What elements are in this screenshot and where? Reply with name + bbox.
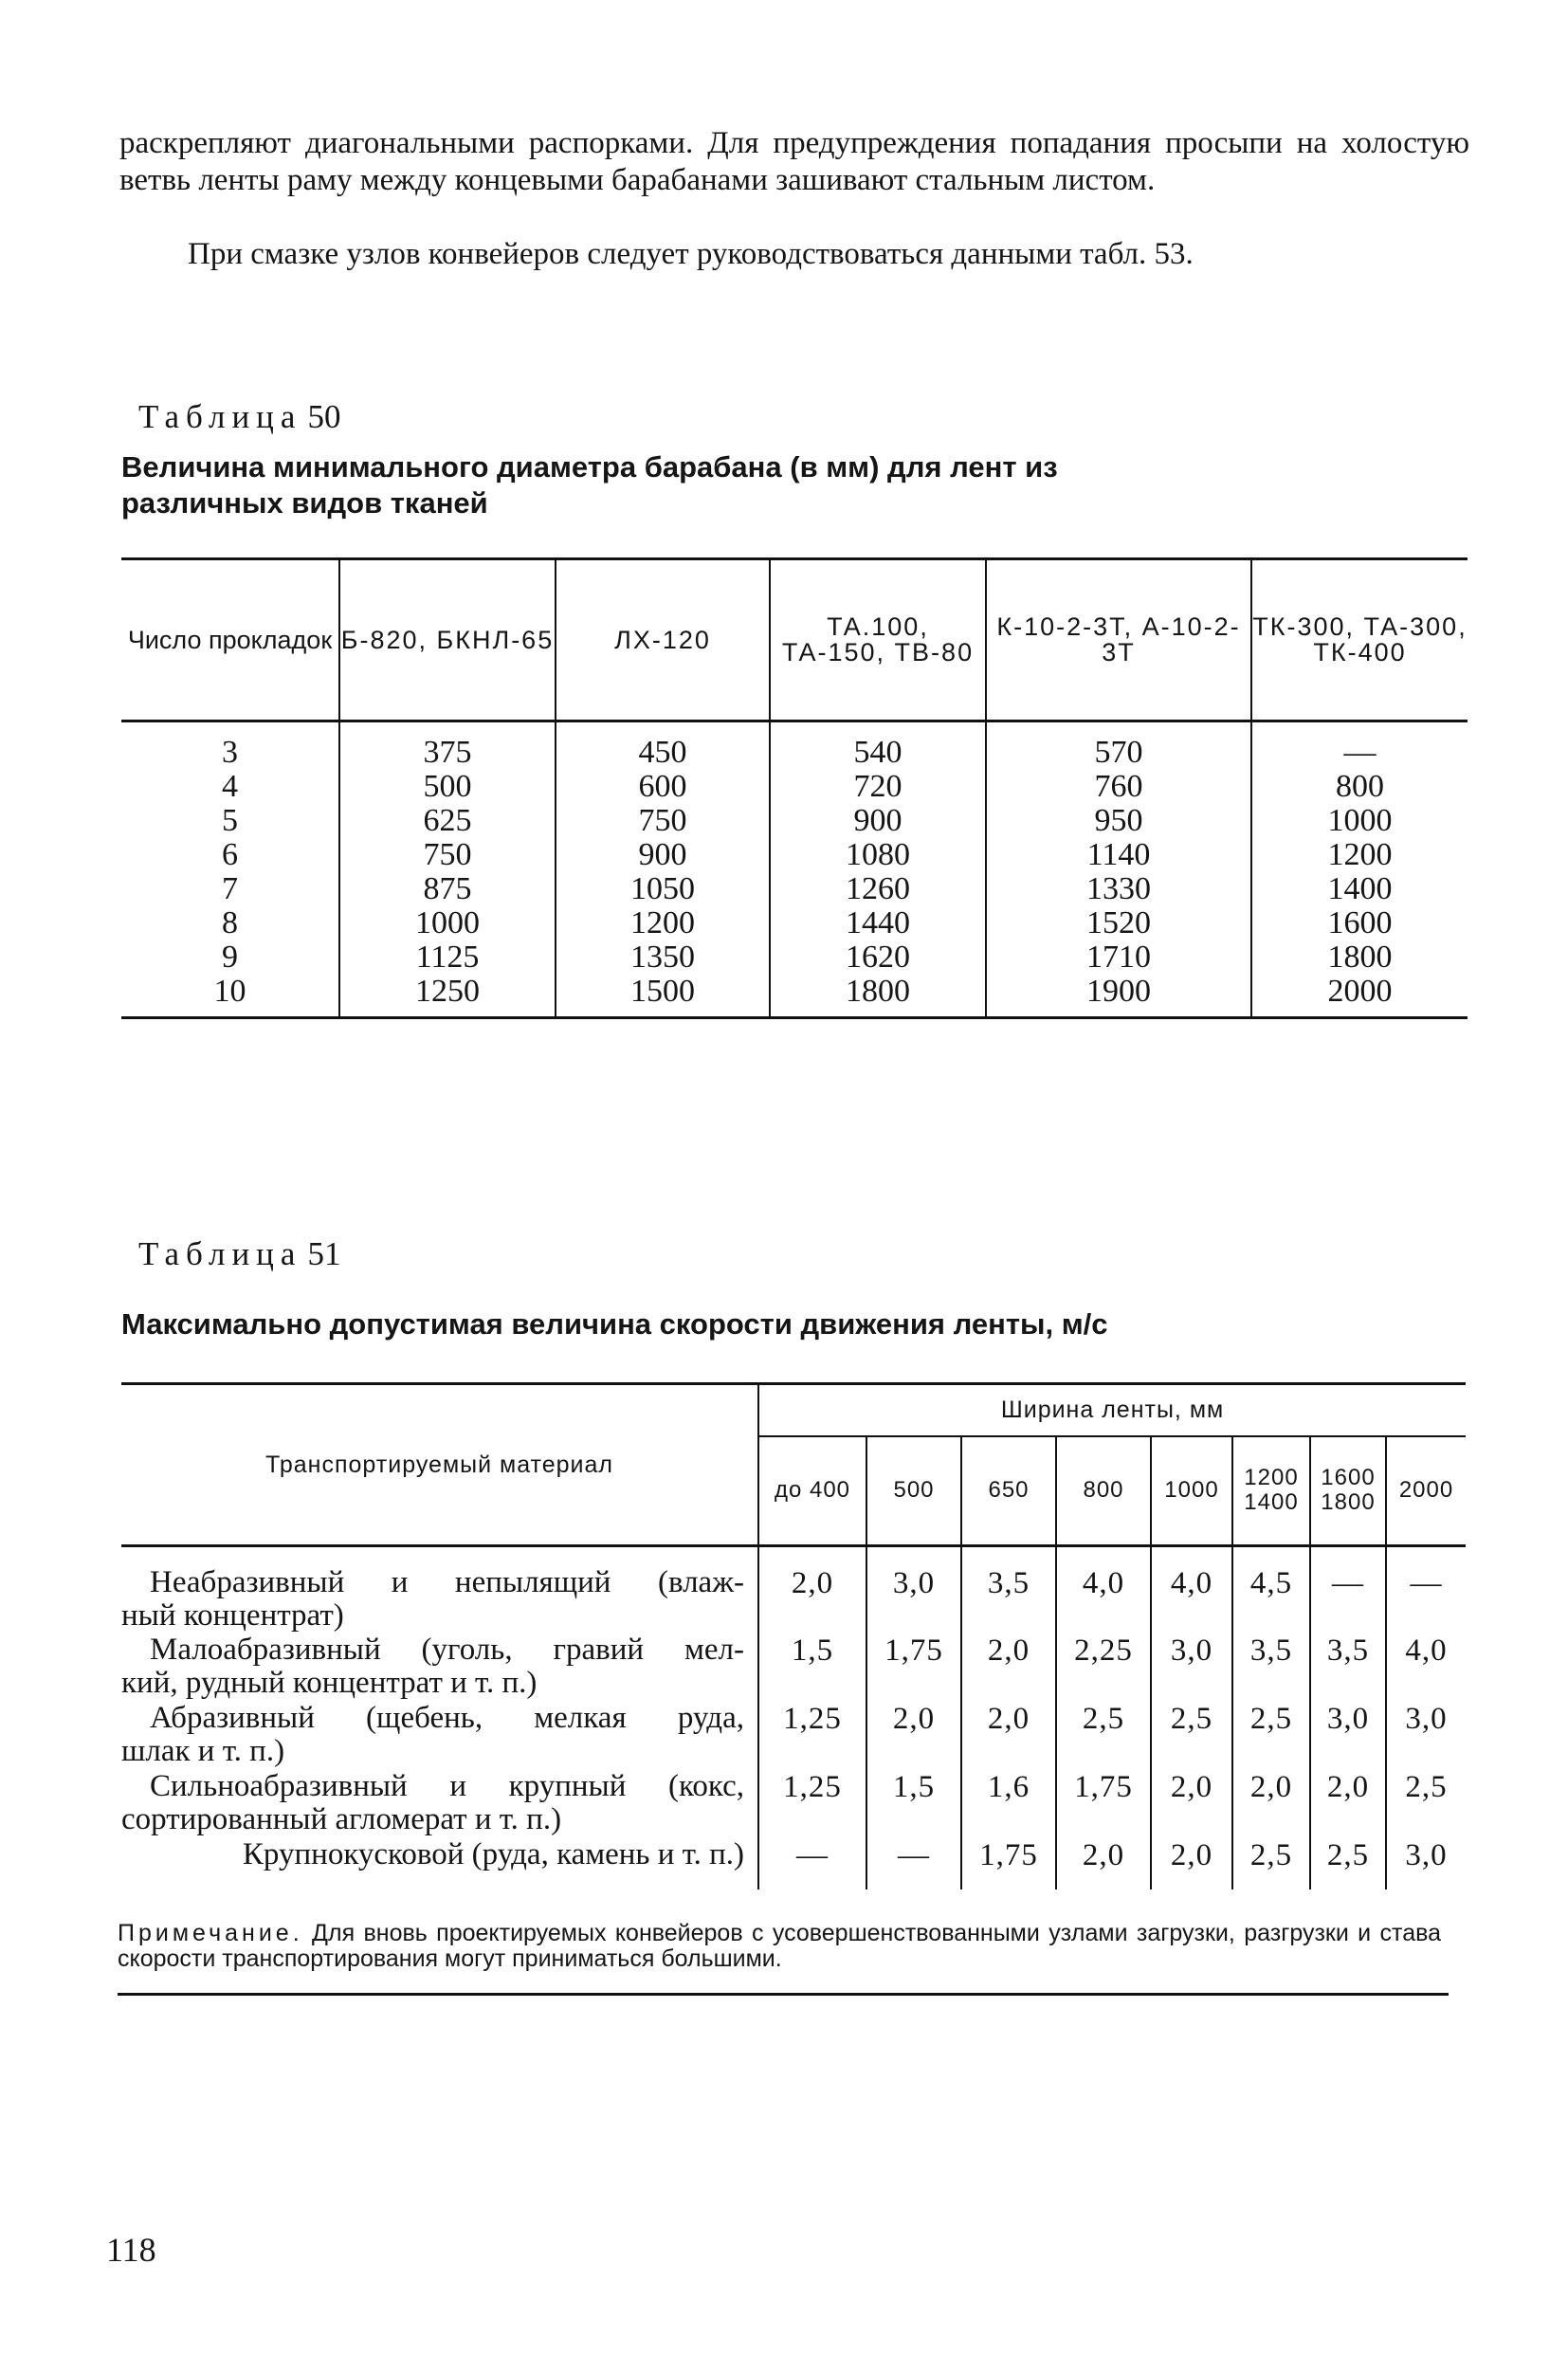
table50-cell-layers: 8	[222, 905, 238, 940]
table51-header-w1000: 1000	[1151, 1436, 1232, 1546]
table51-value-cell: 2,0	[866, 1702, 961, 1770]
table51-value-cell: 2,0	[961, 1702, 1056, 1770]
table50-cell-layers: 3	[222, 735, 238, 770]
table51-body	[121, 1546, 1466, 1889]
table51-material-cell	[121, 1634, 758, 1702]
table50-cell-k10: 1710	[1086, 940, 1151, 975]
table51-value-cell: 1,25	[758, 1702, 866, 1770]
table50-header-row	[121, 559, 1468, 721]
table50-cell-lh120: 600	[638, 769, 687, 804]
table51-value-cell: 2,5	[1056, 1702, 1151, 1770]
intro-paragraph-1: раскрепляют диагональными распорками. Для предупреждения попадания просыпи на холостую ветвь ленты раму между концевыми барабанами зашивают стальным листом.	[119, 126, 1469, 197]
table50-col-k10	[986, 721, 1251, 1018]
table50-cell-layers: 9	[222, 940, 238, 975]
table51-header-w1800: 1800	[1321, 1489, 1376, 1516]
table50-cell-b820: 1125	[415, 940, 480, 975]
table50-cell-layers: 4	[222, 769, 238, 804]
table50-cell-b820: 875	[423, 871, 472, 906]
table51-value-cell: 2,0	[1056, 1838, 1151, 1889]
table51-material-line2: кий, рудный концентрат и т. п.)	[121, 1665, 538, 1700]
table50-cell-layers: 5	[222, 803, 238, 838]
table50-cell-lh120: 1350	[630, 940, 695, 975]
table51-header-w1600: 1600	[1321, 1465, 1376, 1491]
table51-value-cell: 2,0	[1310, 1770, 1386, 1838]
table50-header-layers: Число прокладок	[121, 559, 339, 721]
table51-header-w1600-1800	[1310, 1436, 1386, 1546]
table51-value-cell: 3,0	[1151, 1634, 1232, 1702]
table51-header-w1200-1400	[1232, 1436, 1310, 1546]
table51-material-line1: Малоабразивный (уголь, гравий мел-	[150, 1632, 744, 1667]
table51-row	[121, 1838, 1466, 1889]
table51-material-cell	[121, 1838, 758, 1889]
table51-header-w1200: 1200	[1244, 1465, 1299, 1491]
table50-cell-lh120: 1200	[630, 905, 695, 940]
table51-header-w500: 500	[866, 1436, 961, 1546]
table51-value-cell: —	[758, 1838, 866, 1889]
table51-value-cell: 3,0	[1386, 1838, 1466, 1889]
table51-row	[121, 1634, 1466, 1702]
table51-value-cell: 1,75	[1056, 1770, 1151, 1838]
table50-label: Таблица	[138, 398, 302, 435]
table50-header-k10: К-10-2-3Т, А-10-2-3Т	[986, 559, 1251, 721]
table50-number: 50	[307, 398, 341, 435]
table50-cell-ta100: 720	[853, 769, 903, 804]
table51-value-cell: 2,5	[1232, 1702, 1310, 1770]
table50-cell-k10: 1900	[1086, 974, 1151, 1009]
table51-row	[121, 1546, 1466, 1634]
table51-material-line2: сортированный агломерат и т. п.)	[121, 1801, 562, 1836]
table51-value-cell: 4,5	[1232, 1546, 1310, 1634]
table51-value-cell: 4,0	[1386, 1634, 1466, 1702]
table51-header-row-1	[121, 1384, 1466, 1436]
table51-value-cell: 3,0	[1310, 1702, 1386, 1770]
table51-material-line1: Крупнокусковой (руда, камень и т. п.)	[242, 1836, 744, 1871]
table50-caption	[138, 398, 340, 436]
table50-col-layers	[121, 721, 339, 1018]
table51-header-w1400: 1400	[1244, 1489, 1299, 1516]
table51-value-cell: 3,5	[1310, 1634, 1386, 1702]
table51-value-cell: 1,75	[866, 1634, 961, 1702]
table51-value-cell: —	[866, 1838, 961, 1889]
table50-cell-lh120: 450	[638, 735, 687, 770]
table50-cell-ta100: 1800	[846, 974, 910, 1009]
table51-value-cell: 1,25	[758, 1770, 866, 1838]
table50-cell-b820: 375	[423, 735, 472, 770]
table51-row	[121, 1702, 1466, 1770]
table50-cell-tk300: 800	[1336, 769, 1384, 804]
table51-value-cell: 4,0	[1151, 1546, 1232, 1634]
table50-col-ta100	[770, 721, 986, 1018]
table51-value-cell: 1,5	[866, 1770, 961, 1838]
table50-cell-tk300: 2000	[1327, 974, 1393, 1009]
table51-value-cell: 2,0	[1232, 1770, 1310, 1838]
table51-title: Максимально допустимая величина скорости движения ленты, м/с	[121, 1307, 1108, 1341]
table51-material-cell	[121, 1770, 758, 1838]
table51-material-cell	[121, 1546, 758, 1634]
table51-value-cell: 3,5	[961, 1546, 1056, 1634]
table51-value-cell: —	[1310, 1546, 1386, 1634]
table50-cell-b820: 625	[423, 803, 472, 838]
table51	[121, 1382, 1466, 1889]
table50-cell-layers: 7	[222, 871, 238, 906]
table50-cell-tk300: —	[1343, 735, 1377, 770]
table50-cell-lh120: 1050	[630, 871, 695, 906]
table50-cell-tk300: 1600	[1327, 905, 1393, 940]
table51-material-line1: Сильноабразивный и крупный (кокс,	[150, 1768, 744, 1803]
table50-cell-ta100: 540	[853, 735, 903, 770]
table51-value-cell: 2,5	[1310, 1838, 1386, 1889]
table50-cell-ta100: 1620	[846, 940, 910, 975]
table51-material-line1: Неабразивный и непылящий (влаж-	[150, 1565, 744, 1599]
table51-value-cell: 4,0	[1056, 1546, 1151, 1634]
table51-value-cell: 1,5	[758, 1634, 866, 1702]
table51-note	[118, 1921, 1441, 1972]
table51-row	[121, 1770, 1466, 1838]
table51-note-label: Примечание.	[118, 1920, 303, 1946]
table50-cell-b820: 1250	[415, 974, 480, 1009]
table50-header-ta100: ТА.100, ТА-150, ТВ-80	[770, 559, 986, 721]
table51-value-cell: 3,0	[866, 1546, 961, 1634]
table51-value-cell: 1,6	[961, 1770, 1056, 1838]
table51-header-w650: 650	[961, 1436, 1056, 1546]
table51-value-cell: 2,5	[1151, 1702, 1232, 1770]
table51-value-cell: 1,75	[961, 1838, 1056, 1889]
table51-note-text: Для вновь проектируемых конвейеров с усовершенствованными узлами загрузки, разгрузки и става скорости транспортирования могут приниматься большими.	[118, 1920, 1442, 1972]
table51-material-line2: ный концентрат)	[121, 1598, 344, 1633]
table50-cell-b820: 500	[423, 769, 472, 804]
table50-body	[121, 721, 1468, 1018]
table50-col-lh120	[556, 721, 770, 1018]
table50-cell-lh120: 1500	[630, 974, 695, 1009]
table50	[121, 557, 1468, 1019]
table50-header-lh120: ЛХ-120	[556, 559, 770, 721]
table51-value-cell: —	[1386, 1546, 1466, 1634]
table50-cell-ta100: 1260	[846, 871, 910, 906]
table50-cell-k10: 1330	[1086, 871, 1151, 906]
table50-header-tk300: ТК-300, ТА-300, ТК-400	[1251, 559, 1468, 721]
intro-paragraph-2: При смазке узлов конвейеров следует руководствоваться данными табл. 53.	[188, 237, 1194, 271]
table51-header-w400: до 400	[758, 1436, 866, 1546]
table51-value-cell: 2,0	[758, 1546, 866, 1634]
table50-cell-tk300: 1800	[1327, 940, 1393, 975]
table50-cell-lh120: 750	[638, 803, 687, 838]
table50-cell-tk300: 1000	[1327, 803, 1393, 838]
table50-cell-b820: 1000	[415, 905, 480, 940]
table50-col-b820	[339, 721, 556, 1018]
table51-caption	[138, 1235, 340, 1273]
table50-cell-b820: 750	[423, 837, 472, 872]
table51-value-cell: 2,5	[1386, 1770, 1466, 1838]
table50-cell-k10: 950	[1094, 803, 1143, 838]
table51-header-w2000: 2000	[1386, 1436, 1466, 1546]
table51-value-cell: 2,0	[1151, 1770, 1232, 1838]
table51-bottom-rule	[118, 1993, 1449, 1996]
table50-cell-k10: 1140	[1086, 837, 1151, 872]
table51-material-line1: Абразивный (щебень, мелкая руда,	[150, 1700, 744, 1735]
page-number: 118	[106, 2231, 156, 2269]
table50-cell-lh120: 900	[638, 837, 687, 872]
table50-cell-layers: 10	[213, 974, 246, 1009]
table51-value-cell: 2,5	[1232, 1838, 1310, 1889]
table50-cell-k10: 1520	[1086, 905, 1151, 940]
table50-title: Величина минимального диаметра барабана (в мм) для лент из различных видов тканей	[121, 450, 1058, 520]
table51-value-cell: 2,0	[1151, 1838, 1232, 1889]
table50-cell-ta100: 900	[853, 803, 903, 838]
table51-value-cell: 3,5	[1232, 1634, 1310, 1702]
table50-cell-k10: 760	[1094, 769, 1143, 804]
table51-number: 51	[307, 1235, 341, 1272]
table51-value-cell: 2,25	[1056, 1634, 1151, 1702]
table51-material-line2: шлак и т. п.)	[121, 1733, 285, 1768]
table50-cell-k10: 570	[1094, 735, 1143, 770]
table51-header-w800: 800	[1056, 1436, 1151, 1546]
table50-cell-layers: 6	[222, 837, 238, 872]
table51-header-material: Транспортируемый материал	[121, 1384, 758, 1546]
table50-cell-tk300: 1200	[1327, 837, 1393, 872]
table50-cell-ta100: 1080	[846, 837, 910, 872]
table51-header-width-group: Ширина ленты, мм	[758, 1384, 1466, 1436]
table50-cell-ta100: 1440	[846, 905, 910, 940]
table50-cell-tk300: 1400	[1327, 871, 1393, 906]
table51-label: Таблица	[138, 1235, 302, 1272]
table51-material-cell	[121, 1702, 758, 1770]
table50-header-b820: Б-820, БКНЛ-65	[339, 559, 556, 721]
table51-value-cell: 3,0	[1386, 1702, 1466, 1770]
table51-value-cell: 2,0	[961, 1634, 1056, 1702]
table50-col-tk300	[1251, 721, 1468, 1018]
